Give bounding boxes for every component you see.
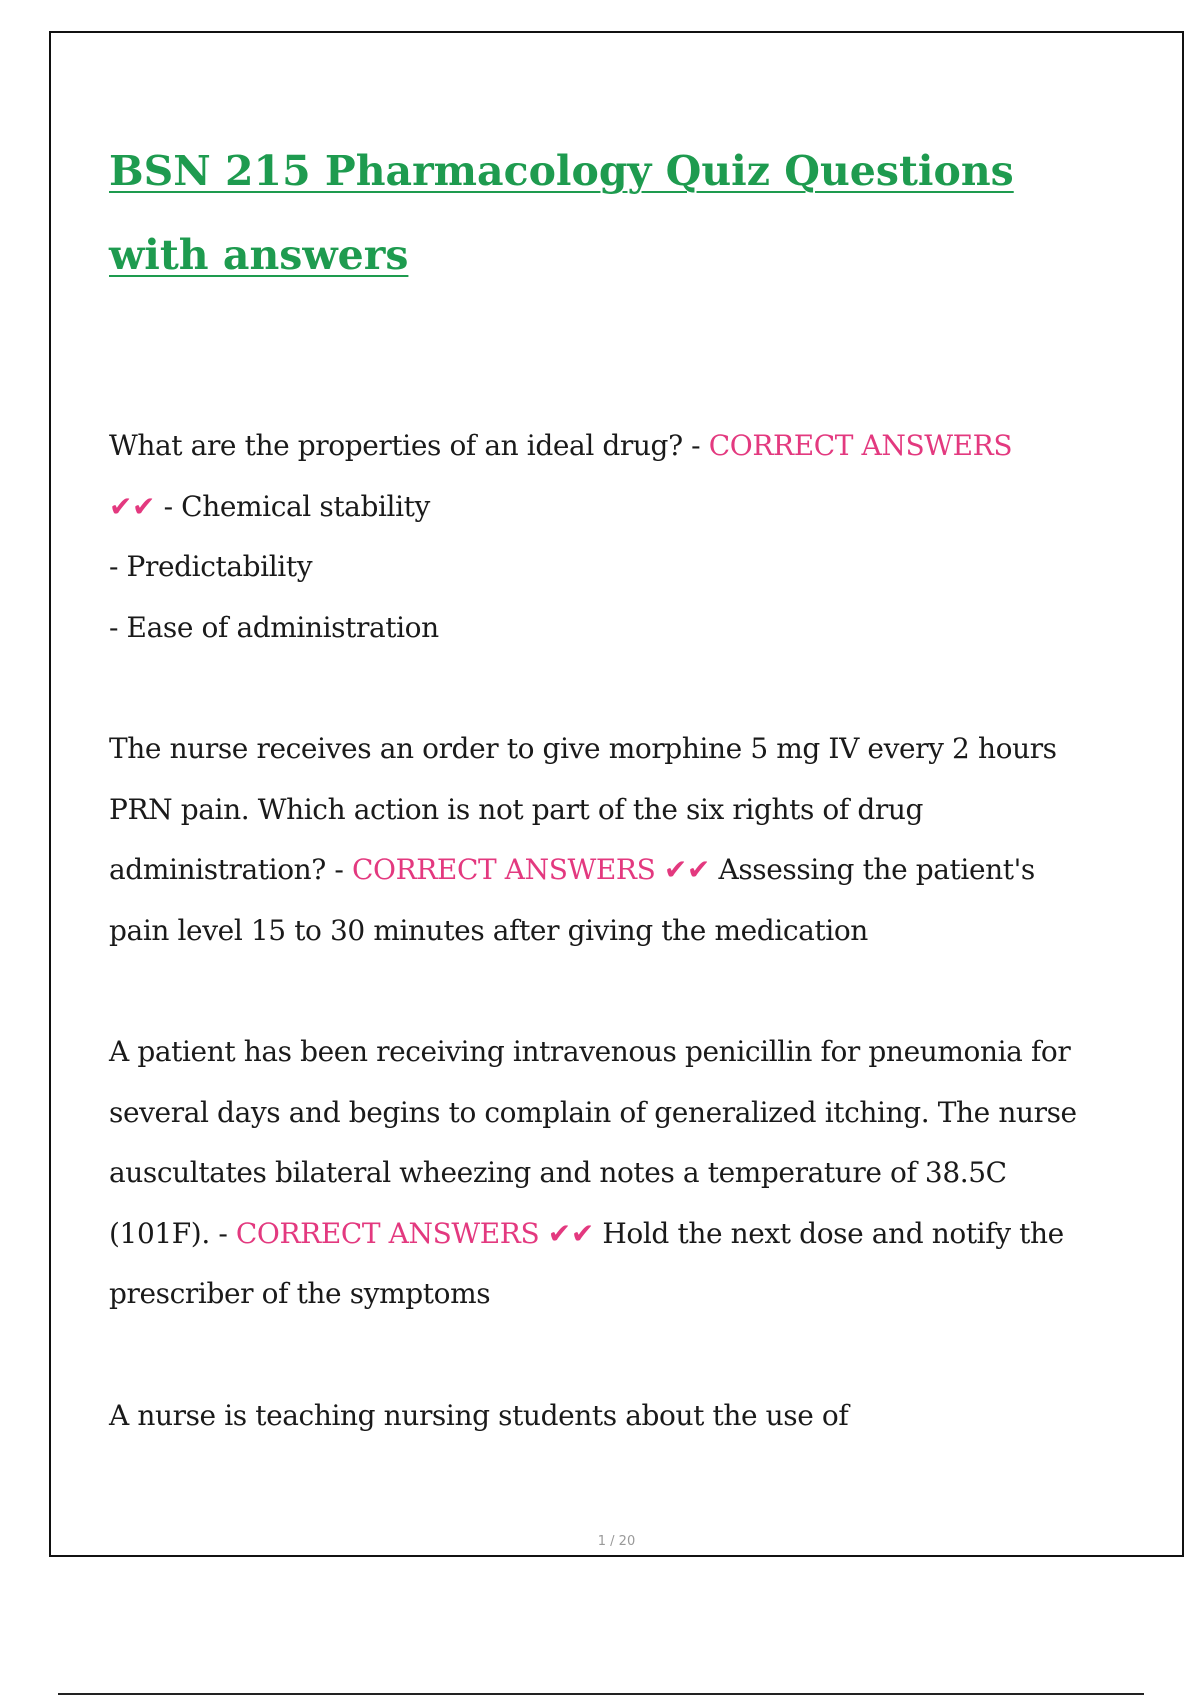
qa-paragraph [109,719,1099,961]
qa-paragraph [109,1022,1099,1325]
answer-line: - Chemical stability [155,489,430,523]
qa-item-4 [109,1386,1099,1447]
answer-line: - Ease of administration [109,610,439,644]
question-text: The nurse receives an order to give morphine 5 mg IV every 2 hours PRN pain. Which action is not part of the six rights of drug administration? - [109,732,1057,886]
qa-item-2 [109,719,1099,961]
checkmark-icon: ✔✔ [663,853,710,886]
question-text: What are the properties of an ideal drug? - [109,429,709,462]
answer-line: - Predictability [109,550,313,583]
answer-text: Assessing the patient's pain level 15 to 30 minutes after giving the medication [109,853,1035,947]
question-text: A patient has been receiving intravenous penicillin for pneumonia for several days and begins to complain of generalized itching. The nurse auscultates bilateral wheezing and notes a temperature of 38.5C (101F). - [109,1035,1077,1250]
correct-answers-label: CORRECT ANSWERS [235,1216,540,1250]
answer-text: Hold the next dose and notify the prescriber of the symptoms [109,1216,1064,1310]
divider [58,1693,1144,1695]
correct-answers-label: CORRECT ANSWERS [708,429,1013,462]
document-page [49,31,1184,1557]
qa-item-1 [109,416,1099,658]
correct-answers-label: CORRECT ANSWERS [351,853,656,886]
checkmark-icon: ✔✔ [547,1216,594,1250]
qa-line [109,477,1099,538]
checkmark-icon: ✔✔ [109,489,156,523]
question-text: A nurse is teaching nursing students about the use of [109,1399,849,1432]
qa-line [109,416,1099,477]
document-title: BSN 215 Pharmacology Quiz Questions with answers [109,147,1014,279]
qa-item-3 [109,1022,1099,1325]
page-number: 1 / 20 [597,1534,636,1549]
